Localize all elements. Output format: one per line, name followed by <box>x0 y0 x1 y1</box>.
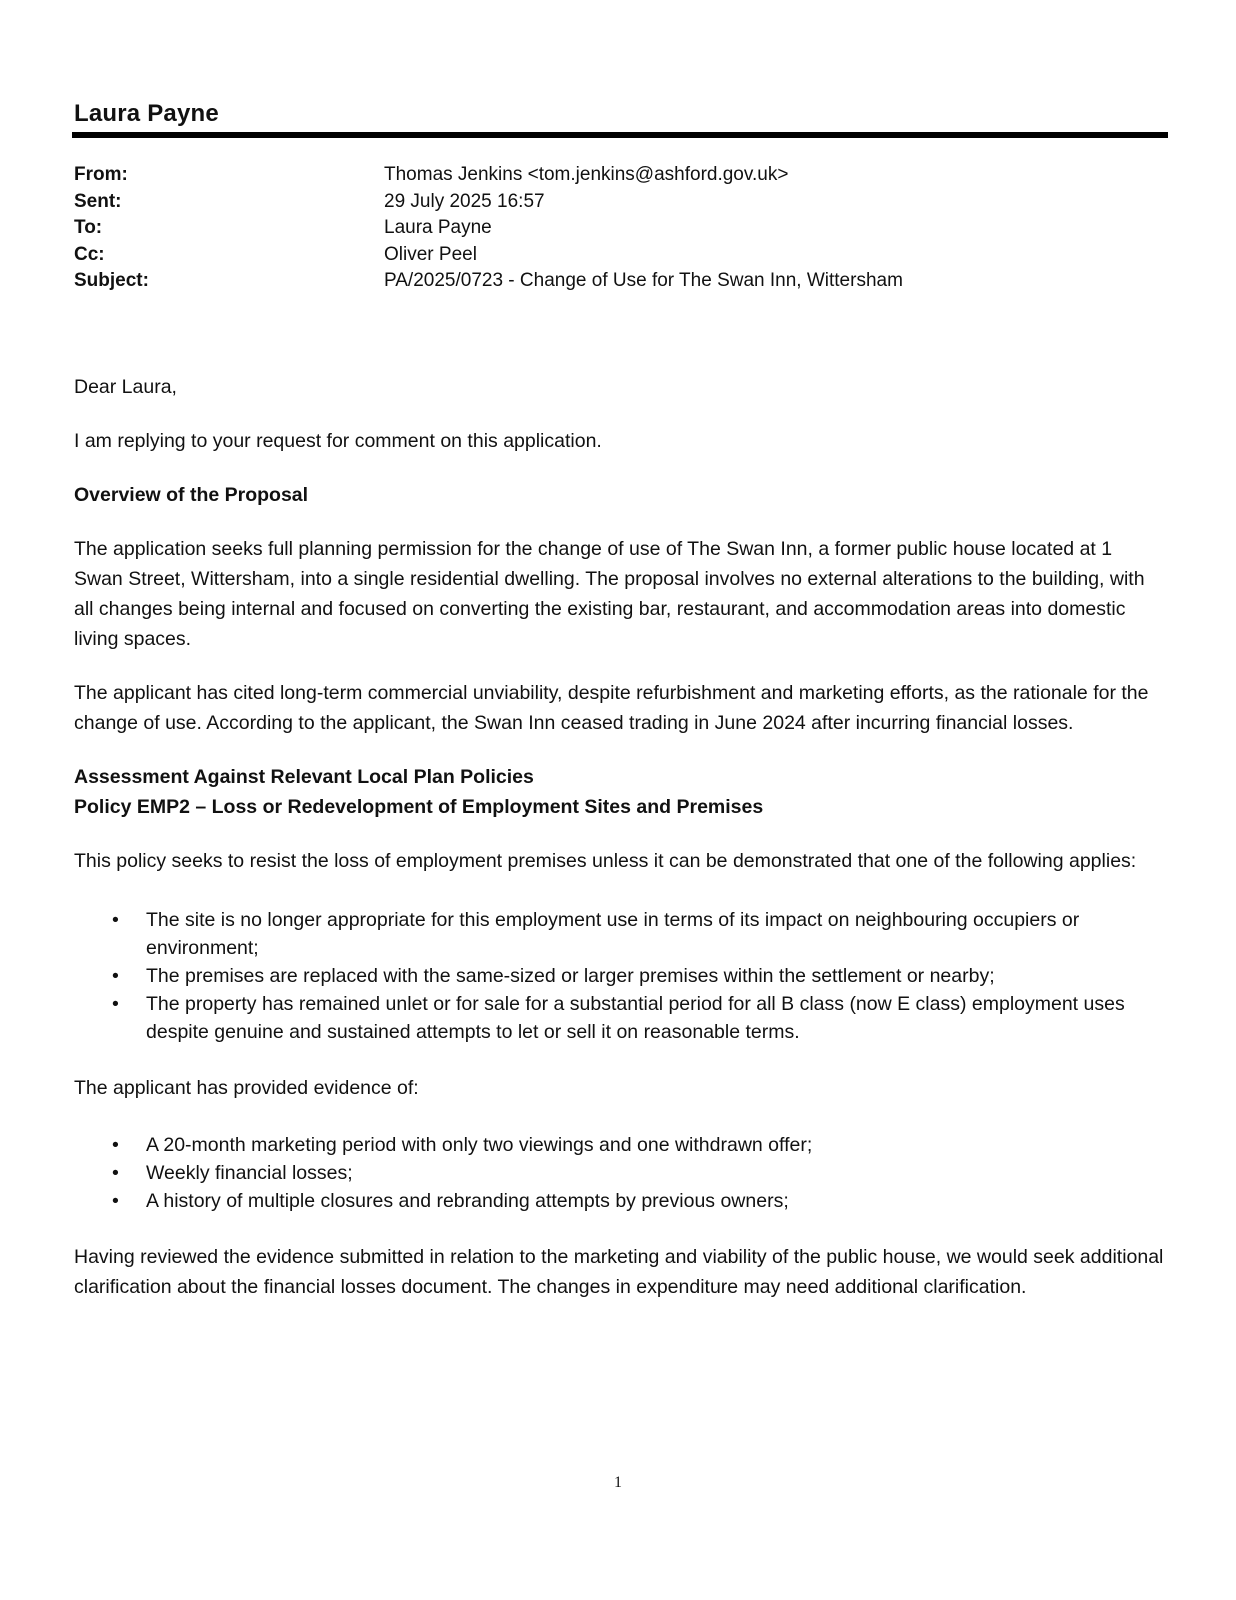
bullet-icon: • <box>112 1190 119 1212</box>
overview-paragraph-1: The application seeks full planning permission for the change of use of The Swan Inn, a former public house located at 1 Swan Street, Wittersham, into a single residential dwelling. The proposal involves no external alterations to the building, with all changes being internal and focused on converting the existing bar, restaurant, and accommodation areas into domestic living spaces. <box>74 538 1145 650</box>
list-item <box>74 906 1164 962</box>
subject-value: PA/2025/0723 - Change of Use for The Swan Inn, Wittersham <box>384 270 903 291</box>
greeting: Dear Laura, <box>74 376 177 398</box>
list-item-text: Weekly financial losses; <box>146 1162 353 1184</box>
bullet-icon: • <box>112 909 119 931</box>
bullet-icon: • <box>112 1134 119 1156</box>
evidence-intro: The applicant has provided evidence of: <box>74 1077 419 1099</box>
list-item <box>74 990 1164 1046</box>
from-value: Thomas Jenkins <tom.jenkins@ashford.gov.uk> <box>384 164 789 185</box>
cc-value: Oliver Peel <box>384 243 477 265</box>
from-row <box>74 162 1164 189</box>
list-item <box>74 962 1164 990</box>
to-row <box>74 215 1164 242</box>
list-item <box>74 1187 1164 1215</box>
email-body <box>74 372 1164 1326</box>
intro-paragraph: I am replying to your request for comment on this application. <box>74 430 602 452</box>
to-value: Laura Payne <box>384 217 492 238</box>
policy-paragraph: This policy seeks to resist the loss of employment premises unless it can be demonstrated that one of the following applies: <box>74 850 1137 872</box>
header-divider <box>72 132 1168 138</box>
list-item <box>74 1131 1164 1159</box>
assessment-heading: Assessment Against Relevant Local Plan Policies <box>74 766 534 788</box>
subject-label: Subject: <box>74 270 149 291</box>
bullet-icon: • <box>112 1162 119 1184</box>
policy-heading-group <box>74 762 1164 822</box>
to-label: To: <box>74 217 103 238</box>
policy-heading: Policy EMP2 – Loss or Redevelopment of Employment Sites and Premises <box>74 796 764 818</box>
page-number: 1 <box>614 1474 622 1491</box>
sent-value: 29 July 2025 16:57 <box>384 190 545 212</box>
email-header <box>74 162 1164 295</box>
policy-criteria-list <box>74 906 1164 1046</box>
from-label: From: <box>74 164 128 185</box>
closing-paragraph: Having reviewed the evidence submitted in relation to the marketing and viability of the public house, we would seek additional clarification about the financial losses document. The changes in expenditure may need additional clarification. <box>74 1246 1164 1298</box>
list-item-text: The site is no longer appropriate for this employment use in terms of its impact on neighbouring occupiers or environment; <box>146 909 1080 959</box>
sent-label: Sent: <box>74 190 122 212</box>
cc-row <box>74 242 1164 269</box>
bullet-icon: • <box>112 993 119 1015</box>
bullet-icon: • <box>112 965 119 987</box>
evidence-list <box>74 1131 1164 1215</box>
list-item <box>74 1159 1164 1187</box>
mailbox-owner-name: Laura Payne <box>74 100 219 127</box>
subject-row <box>74 268 1164 295</box>
list-item-text: The premises are replaced with the same-sized or larger premises within the settlement or nearby; <box>146 965 995 987</box>
list-item-text: The property has remained unlet or for sale for a substantial period for all B class (now E class) employment uses despite genuine and sustained attempts to let or sell it on reasonable terms. <box>146 993 1125 1043</box>
overview-heading: Overview of the Proposal <box>74 484 309 506</box>
list-item-text: A 20-month marketing period with only two viewings and one withdrawn offer; <box>146 1134 813 1156</box>
cc-label: Cc: <box>74 243 105 265</box>
sent-row <box>74 189 1164 216</box>
list-item-text: A history of multiple closures and rebranding attempts by previous owners; <box>146 1190 789 1212</box>
overview-paragraph-2: The applicant has cited long-term commercial unviability, despite refurbishment and marketing efforts, as the rationale for the change of use. According to the applicant, the Swan Inn ceased trading in June 2024 after incurring financial losses. <box>74 682 1149 734</box>
